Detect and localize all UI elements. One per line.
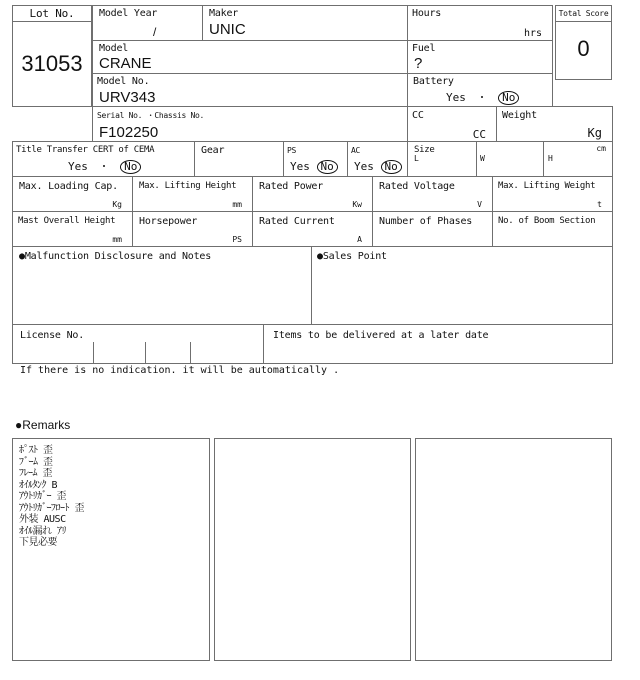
phases-label: Number of Phases <box>379 216 473 227</box>
title-transfer-options <box>68 160 141 174</box>
ac-options <box>354 160 402 174</box>
ps-yes[interactable]: Yes <box>290 160 310 173</box>
rated-voltage-label: Rated Voltage <box>379 181 455 192</box>
title-transfer-field <box>12 141 195 177</box>
remarks-box-3 <box>415 438 612 661</box>
weight-unit: Kg <box>587 126 602 140</box>
rated-power-unit: Kw <box>352 200 362 209</box>
rated-current-label: Rated Current <box>259 216 335 227</box>
remark-line: ｵｲﾙ漏れ ｱﾘ <box>19 525 67 537</box>
model-no-label: Model No. <box>97 76 150 87</box>
ps-no-selected[interactable]: No <box>317 160 338 174</box>
model-field <box>92 40 408 74</box>
horsepower-label: Horsepower <box>139 216 198 227</box>
mast-height-unit: mm <box>112 235 122 244</box>
cc-unit: CC <box>472 128 486 141</box>
battery-sep: ・ <box>476 91 488 104</box>
ac-yes[interactable]: Yes <box>354 160 374 173</box>
model-year-value: / <box>153 25 157 39</box>
malfunction-label: ●Malfunction Disclosure and Notes <box>19 251 212 262</box>
battery-yes[interactable]: Yes <box>446 91 466 104</box>
remark-line: ｵｲﾙﾀﾝｸ B <box>19 479 58 491</box>
total-score-box <box>555 5 612 80</box>
ps-field <box>283 141 348 177</box>
sales-point-box <box>311 246 613 325</box>
license-divider <box>93 342 94 364</box>
max-lifting-height-label: Max. Lifting Height <box>139 181 237 191</box>
cc-field <box>407 106 497 142</box>
remark-line: ｱｳﾄﾘｶﾞｰﾌﾛｰﾄ 歪 <box>19 502 85 514</box>
remarks-box-2 <box>214 438 411 661</box>
remark-line: ｱｳﾄﾘｶﾞｰ 歪 <box>19 491 67 502</box>
title-transfer-sep: ・ <box>98 160 110 173</box>
boom-sections-field <box>492 211 613 247</box>
mast-height-label: Mast Overall Height <box>18 216 116 226</box>
horsepower-field <box>132 211 253 247</box>
model-no-field <box>92 73 408 107</box>
phases-field <box>372 211 493 247</box>
maker-field <box>202 5 408 41</box>
max-loading-label: Max. Loading Cap. <box>19 181 118 192</box>
remarks-box-1 <box>12 438 210 661</box>
rated-voltage-field <box>372 176 493 212</box>
lot-no-box <box>12 5 92 107</box>
size-l-label: L <box>414 154 419 163</box>
model-label: Model <box>99 43 129 54</box>
hours-unit: hrs <box>523 28 542 39</box>
ac-field <box>347 141 408 177</box>
max-loading-field <box>12 176 133 212</box>
weight-field <box>496 106 613 142</box>
battery-options <box>446 91 519 105</box>
fuel-label: Fuel <box>412 43 436 54</box>
license-label: License No. <box>20 330 85 341</box>
ac-label: AC <box>351 146 361 155</box>
battery-label: Battery <box>413 76 454 87</box>
cc-label: CC <box>412 110 424 121</box>
model-year-label: Model Year <box>99 8 158 19</box>
rated-current-field <box>252 211 373 247</box>
horsepower-unit: PS <box>232 235 242 244</box>
rated-power-label: Rated Power <box>259 181 324 192</box>
battery-field <box>407 73 553 107</box>
later-items-box <box>263 324 613 364</box>
size-divider <box>543 142 544 176</box>
remarks-label: ●Remarks <box>15 418 71 432</box>
serial-label: Serial No. ・Chassis No. <box>97 111 205 120</box>
license-divider <box>145 342 146 364</box>
license-divider <box>190 342 191 364</box>
rated-current-unit: A <box>357 235 362 244</box>
serial-field <box>92 106 408 142</box>
model-value: CRANE <box>99 55 152 72</box>
lot-no-label: Lot No. <box>29 7 75 20</box>
gear-label: Gear <box>201 145 225 156</box>
title-transfer-no-selected[interactable]: No <box>120 160 141 174</box>
hours-label: Hours <box>412 8 442 19</box>
malfunction-box <box>12 246 312 325</box>
total-score-value: 0 <box>577 36 590 61</box>
max-loading-unit: Kg <box>112 200 122 209</box>
title-transfer-label: Title Transfer CERT of CEMA <box>16 145 155 155</box>
license-box <box>12 324 264 364</box>
later-items-label: Items to be delivered at a later date <box>273 330 489 341</box>
boom-sections-label: No. of Boom Section <box>498 216 596 226</box>
ps-options <box>290 160 338 174</box>
serial-value: F102250 <box>99 124 159 141</box>
size-h-label: H <box>548 154 553 163</box>
battery-no-selected[interactable]: No <box>498 91 519 105</box>
fuel-value: ? <box>414 55 423 72</box>
remark-line: ﾌﾞｰﾑ 歪 <box>19 456 53 468</box>
remark-line: ﾎﾟｽﾄ 歪 <box>19 445 53 456</box>
rated-power-field <box>252 176 373 212</box>
weight-label: Weight <box>502 110 537 121</box>
size-divider <box>476 142 477 176</box>
remark-line: 外装 AUSC <box>19 514 66 525</box>
model-no-value: URV343 <box>99 89 156 106</box>
rated-voltage-unit: V <box>477 200 482 209</box>
ac-no-selected[interactable]: No <box>381 160 402 174</box>
auto-note: If there is no indication. it will be automatically . <box>20 365 340 376</box>
lot-no-value: 31053 <box>21 51 83 76</box>
size-label: Size <box>414 145 435 155</box>
remark-line: 下見必要 <box>19 537 57 548</box>
size-w-label: W <box>480 154 485 163</box>
total-score-label: Total Score <box>558 9 609 18</box>
size-unit: cm <box>596 144 606 153</box>
gear-field <box>194 141 284 177</box>
remarks-list <box>19 445 84 549</box>
maker-value: UNIC <box>209 21 246 38</box>
max-lifting-weight-unit: t <box>597 200 602 209</box>
sales-point-label: ●Sales Point <box>317 251 387 262</box>
hours-field <box>407 5 553 41</box>
model-year-field <box>92 5 203 41</box>
fuel-field <box>407 40 553 74</box>
maker-label: Maker <box>209 8 239 19</box>
ps-label: PS <box>287 146 297 155</box>
size-field <box>407 141 613 177</box>
title-transfer-yes[interactable]: Yes <box>68 160 88 173</box>
max-lifting-height-field <box>132 176 253 212</box>
max-lifting-weight-label: Max. Lifting Weight <box>498 181 596 191</box>
max-lifting-height-unit: mm <box>232 200 242 209</box>
mast-height-field <box>12 211 133 247</box>
remark-line: ﾌﾚｰﾑ 歪 <box>19 468 53 479</box>
max-lifting-weight-field <box>492 176 613 212</box>
